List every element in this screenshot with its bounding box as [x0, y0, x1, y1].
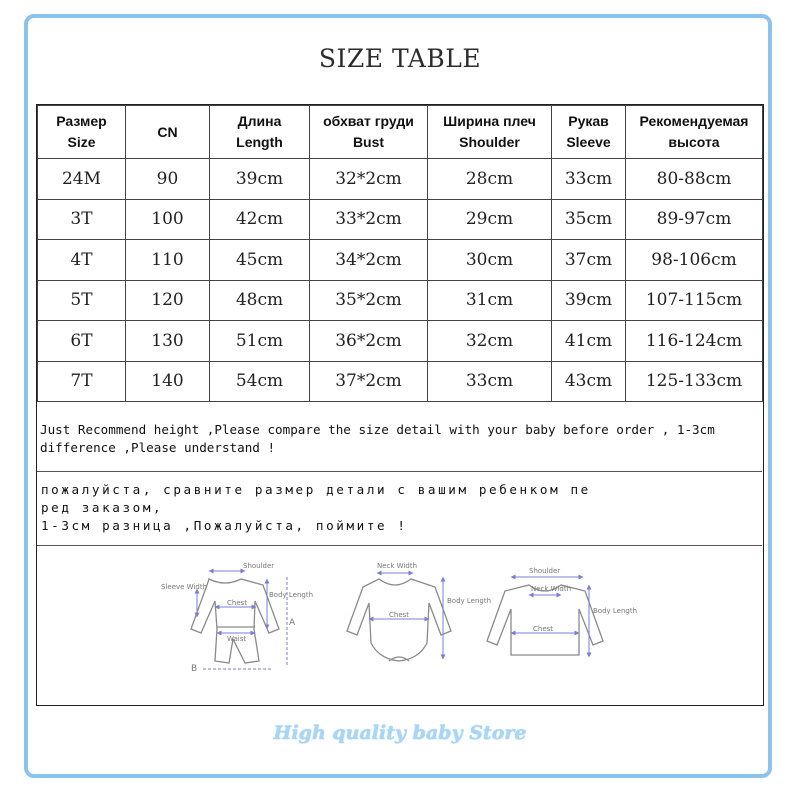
note-line: Just Recommend height ,Please compare the size detail with your baby before order , 1-3cm — [40, 422, 715, 437]
column-header-line: Bust — [352, 134, 385, 150]
column-header — [310, 106, 428, 159]
column-header-line: Рукав — [568, 113, 609, 129]
diagram-label-b: B — [191, 664, 198, 674]
table-cell: 54cm — [210, 361, 310, 402]
note-line: difference ,Please understand ! — [40, 440, 276, 455]
table-cell: 6T — [38, 321, 126, 362]
diagram-label-chest: Chest — [227, 599, 248, 607]
table-cell: 39cm — [210, 159, 310, 200]
table-cell: 42cm — [210, 199, 310, 240]
column-header-line: Sleeve — [566, 134, 611, 150]
recommend-note-english — [40, 421, 760, 457]
column-header-line: обхват груди — [323, 113, 414, 129]
table-cell: 80-88cm — [626, 159, 763, 200]
table-cell: 107-115cm — [626, 280, 763, 321]
table-cell: 29cm — [428, 199, 552, 240]
column-header-line: CN — [157, 123, 178, 140]
size-sheet — [36, 104, 764, 706]
diagram-label-chest: Chest — [533, 625, 554, 633]
table-row — [38, 321, 763, 362]
table-cell: 45cm — [210, 240, 310, 281]
table-cell: 34*2cm — [310, 240, 428, 281]
table-cell: 33cm — [552, 159, 626, 200]
column-header — [210, 106, 310, 159]
diagram-label-neck-width: Neck Width — [377, 562, 418, 570]
diagram-label-sleeve-width: Sleeve Width — [161, 583, 208, 591]
column-header-line: Рекомендуемая — [639, 113, 749, 129]
bodysuit-diagram — [347, 579, 451, 661]
table-cell: 33cm — [428, 361, 552, 402]
recommend-note-russian — [41, 481, 761, 535]
diagram-label-neck-width: Neck Width — [531, 585, 572, 593]
note-line: ред заказом, — [41, 500, 164, 515]
divider — [37, 471, 762, 472]
size-table — [37, 105, 763, 402]
table-cell: 110 — [126, 240, 210, 281]
table-cell: 35cm — [552, 199, 626, 240]
table-cell: 28cm — [428, 159, 552, 200]
table-cell: 90 — [126, 159, 210, 200]
table-cell: 130 — [126, 321, 210, 362]
table-cell: 4T — [38, 240, 126, 281]
column-header — [38, 106, 126, 159]
diagram-label-a: A — [289, 618, 296, 628]
table-header-row — [38, 106, 763, 159]
column-header-line: высота — [668, 134, 720, 150]
table-row — [38, 159, 763, 200]
table-cell: 32cm — [428, 321, 552, 362]
table-cell: 36*2cm — [310, 321, 428, 362]
diagram-label-body-length: Body Length — [269, 591, 314, 599]
column-header — [552, 106, 626, 159]
table-cell: 33*2cm — [310, 199, 428, 240]
table-row — [38, 240, 763, 281]
diagram-label-waist: Waist — [227, 635, 247, 643]
table-cell: 35*2cm — [310, 280, 428, 321]
column-header — [428, 106, 552, 159]
divider — [37, 545, 762, 546]
table-cell: 31cm — [428, 280, 552, 321]
table-cell: 100 — [126, 199, 210, 240]
table-cell: 24M — [38, 159, 126, 200]
table-cell: 125-133cm — [626, 361, 763, 402]
column-header — [126, 106, 210, 159]
diagram-label-chest: Chest — [389, 611, 410, 619]
column-header-line: Shoulder — [459, 134, 520, 150]
table-cell: 41cm — [552, 321, 626, 362]
table-cell: 89-97cm — [626, 199, 763, 240]
diagram-label-body-length: Body Length — [447, 597, 492, 605]
note-line: пожалуйста, сравните размер детали с вашим ребенком пе — [41, 482, 591, 497]
measurement-diagrams — [157, 557, 647, 687]
table-cell: 37*2cm — [310, 361, 428, 402]
table-row — [38, 199, 763, 240]
page-title: SIZE TABLE — [318, 44, 482, 73]
column-header-line: Ширина плеч — [443, 113, 536, 129]
column-header-line: Длина — [237, 113, 282, 129]
romper-diagram — [191, 579, 279, 663]
table-cell: 43cm — [552, 361, 626, 402]
store-footer: High quality baby Store — [273, 722, 527, 744]
table-cell: 39cm — [552, 280, 626, 321]
table-cell: 120 — [126, 280, 210, 321]
column-header-line: Size — [67, 134, 96, 150]
table-row — [38, 280, 763, 321]
table-cell: 5T — [38, 280, 126, 321]
diagram-label-body-length: Body Length — [593, 607, 638, 615]
column-header-line: Length — [236, 134, 283, 150]
table-cell: 30cm — [428, 240, 552, 281]
table-cell: 48cm — [210, 280, 310, 321]
table-cell: 140 — [126, 361, 210, 402]
table-cell: 3T — [38, 199, 126, 240]
table-cell: 116-124cm — [626, 321, 763, 362]
note-line: 1-3см разница ,Пожалуйста, поймите ! — [41, 518, 408, 533]
table-cell: 7T — [38, 361, 126, 402]
column-header-line: Размер — [56, 113, 107, 129]
column-header — [626, 106, 763, 159]
table-cell: 51cm — [210, 321, 310, 362]
table-row — [38, 361, 763, 402]
measurement-illustration — [157, 557, 647, 687]
table-cell: 98-106cm — [626, 240, 763, 281]
table-cell: 32*2cm — [310, 159, 428, 200]
diagram-label-shoulder: Shoulder — [243, 562, 275, 570]
diagram-label-shoulder: Shoulder — [529, 567, 561, 575]
table-cell: 37cm — [552, 240, 626, 281]
